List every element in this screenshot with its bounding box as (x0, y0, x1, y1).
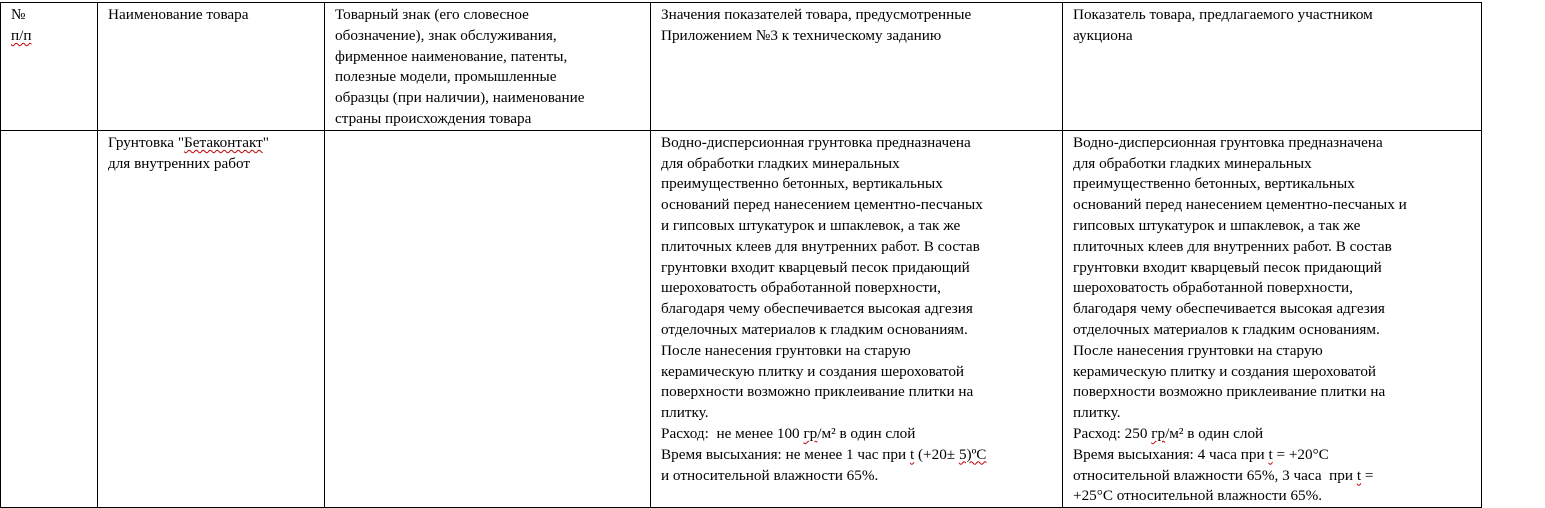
header-required-line: Приложением №3 к техническому заданию (661, 26, 942, 44)
header-product-name (98, 3, 325, 131)
required-text-line: преимущественно бетонных, вертикальных (661, 175, 943, 193)
offered-text-line: шероховатость обработанной поверхности, (1073, 279, 1353, 297)
required-text-line: оснований перед нанесением цементно-песчаных (661, 196, 983, 214)
required-text-line: благодаря чему обеспечивается высокая адгезия (661, 300, 973, 318)
required-text-line: отделочных материалов к гладким основаниям. (661, 320, 968, 338)
offered-drying-line3: +25°C относительной влажности 65%. (1073, 487, 1323, 505)
required-values-cell[interactable] (651, 130, 1063, 507)
required-drying-line2: и относительной влажности 65%. (661, 466, 879, 484)
required-consumption-label: Расход: не менее 100 (661, 424, 804, 442)
required-consumption (661, 424, 1054, 445)
offered-text-line: плитку. (1073, 404, 1121, 422)
row-number-cell[interactable] (1, 130, 98, 507)
trademark-cell[interactable] (325, 130, 651, 507)
offered-drying-line2-text: относительной влажности 65%, 3 часа при (1073, 466, 1357, 484)
offered-text-line: грунтовки входит кварцевый песок придающий (1073, 258, 1382, 276)
table-row (1, 130, 1482, 507)
offered-values-cell[interactable] (1063, 130, 1482, 507)
header-offered-line: Показатель товара, предлагаемого участником (1073, 6, 1373, 23)
header-trademark-line: полезные модели, промышленные (335, 68, 557, 86)
header-number-abbr: п/п (11, 26, 32, 44)
header-required-line: Значения показателей товара, предусмотренные (661, 6, 972, 23)
header-trademark-line: фирменное наименование, патенты, (335, 47, 568, 65)
header-offered-values[interactable] (1063, 3, 1482, 131)
product-name-line2: для внутренних работ (108, 154, 251, 172)
header-trademark-line: образцы (при наличии), наименование (335, 89, 585, 107)
product-name-quote: " (262, 133, 269, 151)
offered-drying-value: = +20°C (1272, 445, 1329, 463)
offered-text-line: оснований перед нанесением цементно-песчаных и (1073, 196, 1407, 214)
required-consumption-rest: /м² в один слой (817, 424, 916, 442)
offered-consumption-rest: /м² в один слой (1165, 424, 1264, 442)
required-text-line: шероховатость обработанной поверхности, (661, 279, 941, 297)
offered-text-line: плиточных клеев для внутренних работ. В состав (1073, 237, 1392, 255)
offered-text-line: гипсовых штукатурок и шпаклевок, а так же (1073, 216, 1361, 234)
offered-drying-line2-t: t (1356, 466, 1362, 484)
required-text-line: плитку. (661, 404, 709, 422)
offered-drying-label: Время высыхания: 4 часа при (1073, 445, 1269, 463)
required-text-line: для обработки гладких минеральных (661, 154, 900, 172)
header-offered-line: аукциона (1073, 26, 1133, 44)
required-text-line: и гипсовых штукатурок и шпаклевок, а так же (661, 216, 961, 234)
offered-drying (1073, 445, 1473, 466)
required-text-line: Водно-дисперсионная грунтовка предназначена (661, 133, 971, 151)
required-text-line: поверхности возможно приклеивание плитки на (661, 383, 974, 401)
table-header-row (1, 3, 1482, 131)
offered-consumption-label: Расход: 250 (1073, 424, 1152, 442)
offered-text-line: для обработки гладких минеральных (1073, 154, 1312, 172)
header-number (1, 3, 98, 131)
offered-drying-t: t (1268, 445, 1273, 463)
product-name-line1 (108, 133, 316, 154)
offered-consumption (1073, 424, 1473, 445)
header-trademark-line: страны происхождения товара (335, 109, 532, 127)
offered-drying-line2-eq: = (1361, 466, 1374, 484)
required-text-line: плиточных клеев для внутренних работ. В состав (661, 237, 980, 255)
header-number-symbol: № (11, 6, 26, 23)
offered-consumption-unit: гр (1151, 424, 1166, 442)
offered-text-line: Водно-дисперсионная грунтовка предназначена (1073, 133, 1383, 151)
required-drying-value: 5)ºC (958, 445, 987, 463)
offered-text-line: После нанесения грунтовки на старую (1073, 341, 1323, 359)
required-drying-t: t (909, 445, 915, 463)
header-trademark (325, 3, 651, 131)
required-consumption-unit: гр (803, 424, 818, 442)
offered-text-line: благодаря чему обеспечивается высокая адгезия (1073, 300, 1385, 318)
required-text-line: керамическую плитку и создания шероховатой (661, 362, 965, 380)
offered-drying-line2 (1073, 466, 1473, 487)
required-text-line: После нанесения грунтовки на старую (661, 341, 911, 359)
offered-text-line: преимущественно бетонных, вертикальных (1073, 175, 1355, 193)
offered-text-line: отделочных материалов к гладким основаниям. (1073, 320, 1380, 338)
required-drying (661, 445, 1054, 466)
header-trademark-line: Товарный знак (его словесное (335, 6, 529, 23)
offered-text-line: поверхности возможно приклеивание плитки на (1073, 383, 1386, 401)
required-drying-mid: (+20± (914, 445, 959, 463)
goods-table (0, 2, 1482, 508)
product-name-prefix: Грунтовка " (108, 133, 185, 151)
header-required-values (651, 3, 1063, 131)
header-trademark-line: обозначение), знак обслуживания, (335, 26, 557, 44)
offered-text-line: керамическую плитку и создания шероховатой (1073, 362, 1377, 380)
required-text-line: грунтовки входит кварцевый песок придающий (661, 258, 970, 276)
product-name-cell[interactable] (98, 130, 325, 507)
required-drying-label: Время высыхания: не менее 1 час при (661, 445, 910, 463)
product-name-brand: Бетаконтакт (184, 133, 263, 151)
header-product-name-text: Наименование товара (108, 6, 249, 23)
